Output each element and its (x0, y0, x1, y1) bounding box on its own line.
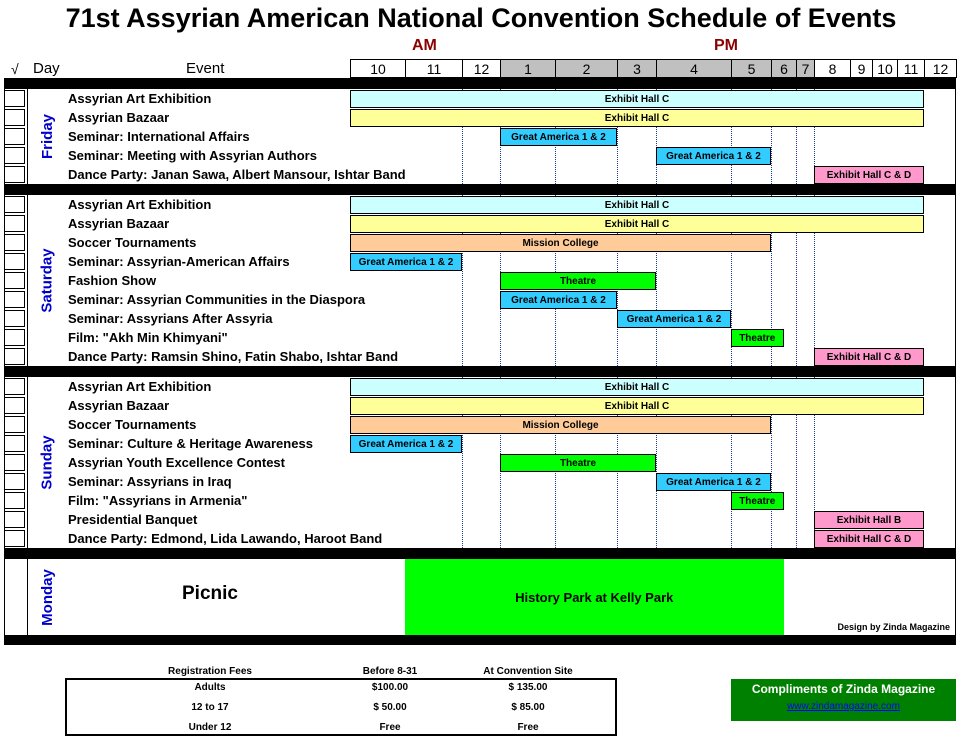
hour-header-cell: 10 (872, 59, 898, 78)
event-title: Assyrian Bazaar (68, 216, 170, 231)
checkbox[interactable] (4, 492, 25, 509)
section-separator (4, 366, 956, 377)
event-time-block[interactable]: Exhibit Hall B (814, 511, 924, 529)
event-title: Film: "Akh Min Khimyani" (68, 330, 228, 345)
checkbox[interactable] (4, 530, 25, 547)
event-title: Seminar: Assyrian Communities in the Diaspora (68, 292, 366, 307)
event-time-block[interactable]: Exhibit Hall C & D (814, 530, 924, 548)
event-time-block[interactable]: Mission College (350, 234, 771, 252)
event-title: Seminar: Assyrians in Iraq (68, 474, 232, 489)
fees-header-site: At Convention Site (483, 666, 573, 677)
grid-border (27, 559, 28, 635)
checkbox[interactable] (4, 128, 25, 145)
event-title: Assyrian Bazaar (68, 110, 170, 125)
grid-border (955, 377, 956, 548)
day-label-saturday (29, 195, 65, 366)
grid-border (4, 89, 5, 184)
fee-cell: $ 135.00 (508, 682, 548, 693)
hour-header-cell: 10 (350, 59, 406, 78)
checkbox[interactable] (4, 310, 25, 327)
event-time-block[interactable]: Great America 1 & 2 (656, 473, 771, 491)
monday-event-title: Picnic (182, 583, 238, 604)
event-time-block[interactable]: Great America 1 & 2 (656, 147, 771, 165)
event-time-block[interactable]: Exhibit Hall C (350, 196, 924, 214)
day-label-monday (29, 559, 65, 635)
hour-header-cell: 12 (462, 59, 501, 78)
event-time-block[interactable]: Great America 1 & 2 (350, 253, 462, 271)
fee-cell: $ 85.00 (511, 702, 545, 713)
event-title: Assyrian Youth Excellence Contest (68, 455, 285, 470)
event-title: Dance Party: Ramsin Shino, Fatin Shabo, Ishtar Band (68, 349, 399, 364)
event-time-block[interactable]: Exhibit Hall C (350, 109, 924, 127)
hour-header-cell: 11 (897, 59, 925, 78)
checkbox[interactable] (4, 215, 25, 232)
grid-border (4, 377, 5, 548)
checkbox[interactable] (4, 416, 25, 433)
checkbox[interactable] (4, 397, 25, 414)
event-title: Fashion Show (68, 273, 157, 288)
checkbox[interactable] (4, 166, 25, 183)
event-title: Presidential Banquet (68, 512, 198, 527)
grid-border (27, 377, 28, 548)
fee-cell: 12 to 17 (191, 702, 229, 713)
event-title: Assyrian Art Exhibition (68, 379, 212, 394)
checkbox[interactable] (4, 511, 25, 528)
fees-header-before: Before 8-31 (362, 666, 418, 677)
fee-cell: $ 50.00 (373, 702, 407, 713)
fee-cell: Adults (194, 682, 226, 693)
grid-border (27, 195, 28, 366)
checkbox[interactable] (4, 454, 25, 471)
grid-border (27, 89, 28, 184)
checkbox[interactable] (4, 147, 25, 164)
section-separator (4, 635, 956, 645)
hour-header-cell: 5 (731, 59, 772, 78)
event-title: Seminar: Assyrian-American Affairs (68, 254, 290, 269)
fee-cell: Free (517, 722, 539, 733)
hour-header-cell: 9 (850, 59, 873, 78)
checkbox[interactable] (4, 348, 25, 365)
event-title: Assyrian Art Exhibition (68, 197, 212, 212)
grid-border (4, 195, 5, 366)
grid-border (4, 559, 5, 635)
event-time-block[interactable]: Exhibit Hall C & D (814, 348, 924, 366)
hour-header-cell: 2 (555, 59, 618, 78)
checkbox[interactable] (4, 234, 25, 251)
checkbox[interactable] (4, 253, 25, 270)
day-label-text: Friday (38, 113, 56, 160)
event-time-block[interactable]: Exhibit Hall C (350, 215, 924, 233)
event-time-block[interactable]: Theatre (500, 454, 656, 472)
event-title: Soccer Tournaments (68, 417, 197, 432)
event-time-block[interactable]: History Park at Kelly Park (405, 559, 784, 635)
design-credit: Design by Zinda Magazine (837, 622, 950, 632)
hour-header-cell: 7 (796, 59, 815, 78)
credit-link[interactable]: www.zindamagazine.com (787, 701, 900, 712)
checkbox[interactable] (4, 473, 25, 490)
event-time-block[interactable]: Theatre (500, 272, 656, 290)
day-label-sunday (29, 377, 65, 548)
day-label-text: Saturday (38, 248, 56, 313)
event-title: Dance Party: Janan Sawa, Albert Mansour, Ishtar Band (68, 167, 406, 182)
checkbox[interactable] (4, 378, 25, 395)
hour-header-cell: 6 (771, 59, 797, 78)
event-header: Event (186, 60, 225, 77)
event-time-block[interactable]: Exhibit Hall C (350, 397, 924, 415)
event-time-block[interactable]: Great America 1 & 2 (500, 291, 617, 309)
event-title: Seminar: Meeting with Assyrian Authors (68, 148, 317, 163)
grid-border (955, 89, 956, 184)
credit-box (731, 679, 956, 721)
event-title: Seminar: International Affairs (68, 129, 250, 144)
section-separator (4, 548, 956, 559)
checkbox[interactable] (4, 291, 25, 308)
hour-header-cell: 11 (405, 59, 463, 78)
day-label-text: Sunday (38, 435, 56, 490)
day-label-friday (29, 89, 65, 184)
event-title: Film: "Assyrians in Armenia" (68, 493, 248, 508)
event-time-block[interactable]: Great America 1 & 2 (350, 435, 462, 453)
checkbox[interactable] (4, 272, 25, 289)
event-title: Seminar: Assyrians After Assyria (68, 311, 273, 326)
event-title: Assyrian Art Exhibition (68, 91, 212, 106)
event-time-block[interactable]: Theatre (731, 492, 784, 510)
fee-cell: Free (379, 722, 401, 733)
hour-header-cell: 8 (814, 59, 851, 78)
event-time-block[interactable]: Great America 1 & 2 (500, 128, 617, 146)
checkbox[interactable] (4, 329, 25, 346)
day-label-text: Monday (38, 568, 56, 626)
event-time-block[interactable]: Exhibit Hall C & D (814, 166, 924, 184)
fees-header-label: Registration Fees (168, 666, 252, 677)
grid-border (955, 195, 956, 366)
page-title: 71st Assyrian American National Convention Schedule of Events (65, 3, 897, 33)
event-title: Assyrian Bazaar (68, 398, 170, 413)
fee-cell: Under 12 (188, 722, 232, 733)
checkbox[interactable] (4, 196, 25, 213)
event-time-block[interactable]: Mission College (350, 416, 771, 434)
am-label: AM (412, 37, 437, 54)
event-title: Dance Party: Edmond, Lida Lawando, Haroot Band (68, 531, 383, 546)
grid-border (955, 559, 956, 635)
hour-header-cell: 1 (500, 59, 556, 78)
hour-header-cell: 3 (617, 59, 657, 78)
credit-title: Compliments of Zinda Magazine (751, 682, 936, 696)
section-separator (4, 78, 956, 89)
event-title: Seminar: Culture & Heritage Awareness (68, 436, 313, 451)
hour-header-cell: 12 (924, 59, 957, 78)
hour-header-cell: 4 (656, 59, 732, 78)
event-time-block[interactable]: Exhibit Hall C (350, 90, 924, 108)
day-header: Day (33, 60, 60, 77)
event-time-block[interactable]: Great America 1 & 2 (617, 310, 731, 328)
checkbox[interactable] (4, 90, 25, 107)
section-separator (4, 184, 956, 195)
event-time-block[interactable]: Theatre (731, 329, 784, 347)
fee-cell: $100.00 (371, 682, 409, 693)
pm-label: PM (714, 37, 738, 54)
checkbox[interactable] (4, 109, 25, 126)
event-time-block[interactable]: Exhibit Hall C (350, 378, 924, 396)
checkbox[interactable] (4, 435, 25, 452)
event-title: Soccer Tournaments (68, 235, 197, 250)
check-header: √ (11, 61, 19, 77)
